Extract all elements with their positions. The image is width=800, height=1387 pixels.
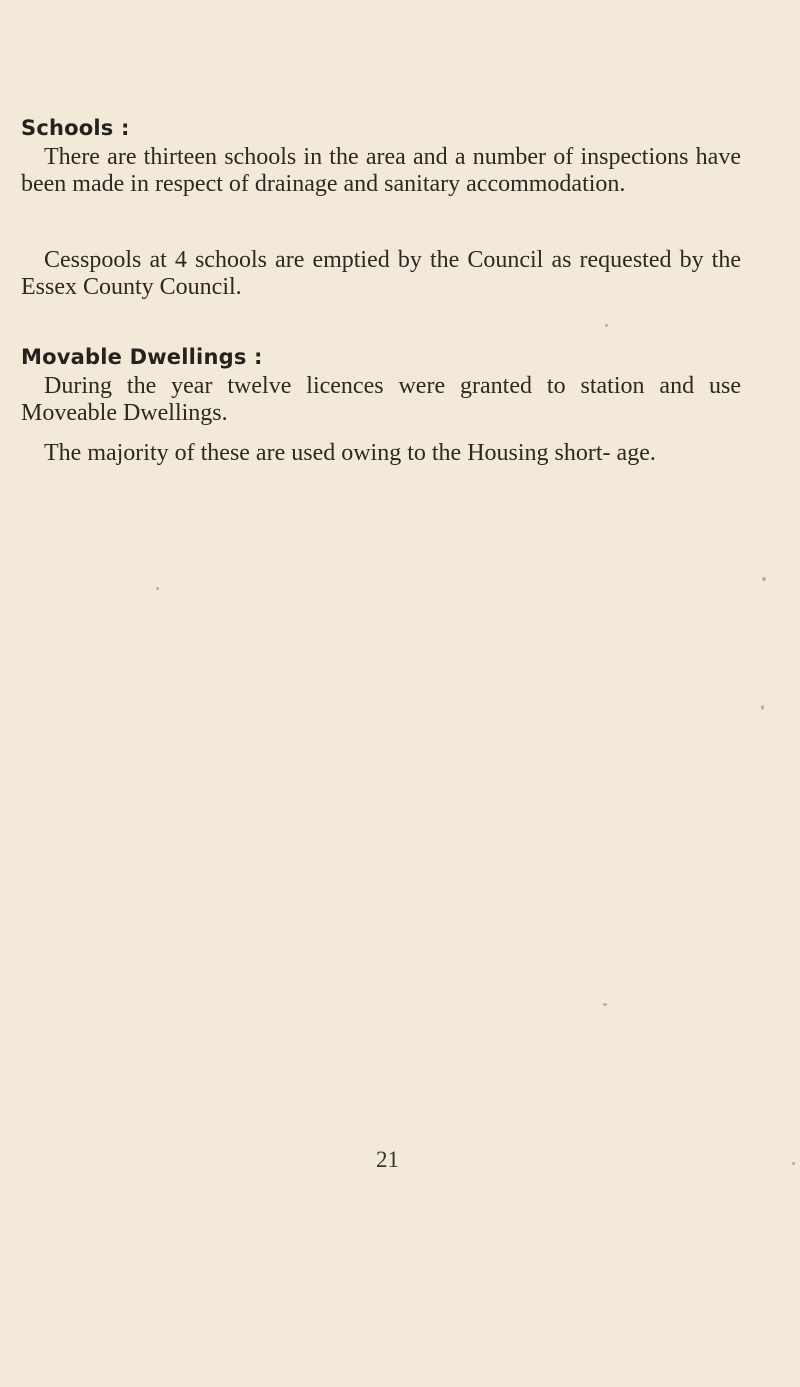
paper-speck xyxy=(761,705,764,710)
paper-speck xyxy=(605,324,608,327)
page-number: 21 xyxy=(376,1147,399,1172)
paper-speck xyxy=(792,1162,795,1165)
paper-speck xyxy=(762,577,766,581)
paper-speck xyxy=(603,1003,607,1006)
paragraph-housing-shortage xyxy=(21,440,741,467)
paragraph-text: Cesspools at 4 schools are emptied by the Council as requested by the Essex County Council. xyxy=(21,247,741,300)
section-heading-schools: Schools : xyxy=(21,116,130,140)
paragraph-licences xyxy=(21,373,741,427)
section-heading-movable-dwellings: Movable Dwellings : xyxy=(21,345,263,369)
paper-speck xyxy=(156,587,159,590)
paragraph-text: The majority of these are used owing to the Housing short- age. xyxy=(44,440,656,466)
paragraph-schools-inspections xyxy=(21,144,741,198)
paragraph-cesspools xyxy=(21,247,741,301)
paragraph-text: There are thirteen schools in the area and a number of inspections have been made in respect of drainage and sanitary accommodation. xyxy=(21,144,741,197)
paragraph-text: During the year twelve licences were granted to station and use Moveable Dwellings. xyxy=(21,373,741,426)
